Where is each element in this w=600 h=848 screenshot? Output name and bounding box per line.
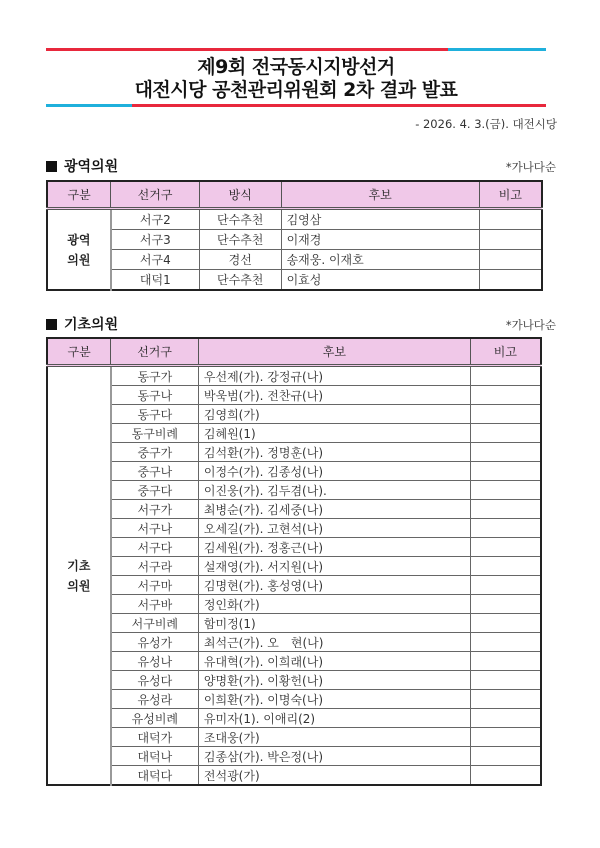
title-line-2: 대전시당 공천관리위원회 2차 결과 발표 [134,79,458,101]
candidates-cell: 김영삼 [281,209,479,230]
candidates-cell: 유미자(1). 이애리(2) [198,709,470,728]
section-title: 광역의원 [64,159,119,175]
candidates-cell: 최병순(가). 김세중(나) [198,500,470,519]
method-cell: 단수추천 [199,209,281,230]
district-cell: 유성비례 [111,709,199,728]
district-cell: 서구다 [111,538,199,557]
district-cell: 대덕1 [111,270,200,291]
table-row [47,481,541,500]
candidates-cell: 김명현(가). 홍성영(나) [198,576,470,595]
col-header: 구분 [47,338,111,366]
district-cell: 서구라 [111,557,199,576]
table-row [47,519,541,538]
note-cell [470,614,541,633]
section-heading-metro [46,156,118,176]
note-cell [470,519,541,538]
header-bar-bottom-blue [46,104,132,107]
col-header: 후보 [198,338,470,366]
district-cell: 동구가 [111,366,199,386]
district-cell: 서구비례 [111,614,199,633]
metro-council-table [46,180,543,291]
header-bar-top-red [46,48,448,51]
district-cell: 동구나 [111,386,199,405]
candidates-cell: 전석광(가) [198,766,470,786]
table-row [47,500,541,519]
note-cell [470,690,541,709]
note-cell [479,270,542,291]
district-cell: 서구4 [111,250,200,270]
note-cell [470,538,541,557]
date-line: - 2026. 4. 3.(금). 대전시당 [415,117,557,131]
col-header: 방식 [199,181,281,209]
district-cell: 중구나 [111,462,199,481]
table-row [47,595,541,614]
sort-note: *가나다순 [505,160,556,174]
group-label: 광역 의원 [47,209,111,291]
district-cell: 서구마 [111,576,199,595]
note-cell [470,424,541,443]
method-cell: 경선 [199,250,281,270]
note-cell [470,671,541,690]
note-cell [470,747,541,766]
table-row [47,230,542,250]
district-cell: 동구비례 [111,424,199,443]
square-bullet-icon [46,319,57,330]
col-header: 비고 [470,338,541,366]
table-row [47,709,541,728]
table-row [47,270,542,291]
table-row [47,728,541,747]
table-row [47,209,542,230]
table-row [47,462,541,481]
title-line-1: 제9회 전국동시지방선거 [197,56,395,78]
candidates-cell: 박욱범(가). 전찬규(나) [198,386,470,405]
district-cell: 유성가 [111,633,199,652]
candidates-cell: 오세길(가). 고현석(나) [198,519,470,538]
note-cell [470,443,541,462]
table-row [47,424,541,443]
district-cell: 유성다 [111,671,199,690]
method-cell: 단수추천 [199,230,281,250]
note-cell [470,595,541,614]
col-header: 선거구 [111,181,200,209]
note-cell [470,462,541,481]
table-row [47,557,541,576]
district-cell: 서구가 [111,500,199,519]
table-row [47,538,541,557]
candidates-cell: 이효성 [281,270,479,291]
section-heading-basic [46,314,118,334]
district-cell: 서구3 [111,230,200,250]
table-row [47,366,541,386]
note-cell [470,576,541,595]
candidates-cell: 이정수(가). 김종성(나) [198,462,470,481]
district-cell: 유성라 [111,690,199,709]
candidates-cell: 김혜원(1) [198,424,470,443]
note-cell [479,209,542,230]
candidates-cell: 이재경 [281,230,479,250]
basic-council-table [46,337,542,786]
candidates-cell: 유대혁(가). 이희래(나) [198,652,470,671]
candidates-cell: 우선제(가). 강정규(나) [198,366,470,386]
district-cell: 서구2 [111,209,200,230]
district-cell: 중구가 [111,443,199,462]
table-row [47,766,541,786]
header-bar-top-blue [448,48,546,51]
table-row [47,576,541,595]
method-cell: 단수추천 [199,270,281,291]
table-row [47,443,541,462]
sort-note: *가나다순 [505,318,556,332]
district-cell: 서구나 [111,519,199,538]
col-header: 비고 [479,181,542,209]
group-label: 기초 의원 [47,366,111,786]
candidates-cell: 정인화(가) [198,595,470,614]
col-header: 구분 [47,181,111,209]
district-cell: 대덕다 [111,766,199,786]
note-cell [470,766,541,786]
district-cell: 대덕나 [111,747,199,766]
candidates-cell: 김석환(가). 정명훈(나) [198,443,470,462]
table-row [47,250,542,270]
note-cell [470,481,541,500]
table-row [47,690,541,709]
table-row [47,747,541,766]
note-cell [470,500,541,519]
candidates-cell: 김종삼(가). 박은정(나) [198,747,470,766]
table-row [47,614,541,633]
district-cell: 서구바 [111,595,199,614]
table-row [47,386,541,405]
district-cell: 대덕가 [111,728,199,747]
candidates-cell: 김세원(가). 정홍근(나) [198,538,470,557]
note-cell [470,386,541,405]
table-row [47,652,541,671]
candidates-cell: 양명환(가). 이황헌(나) [198,671,470,690]
header-bar-bottom-red [132,104,546,107]
col-header: 선거구 [111,338,199,366]
note-cell [470,652,541,671]
note-cell [470,709,541,728]
note-cell [470,633,541,652]
candidates-cell: 이진웅(가). 김두겸(나). [198,481,470,500]
note-cell [479,230,542,250]
table-row [47,405,541,424]
candidates-cell: 이희환(가). 이명숙(나) [198,690,470,709]
table-header-row [47,338,541,366]
square-bullet-icon [46,161,57,172]
candidates-cell: 송재웅. 이재호 [281,250,479,270]
candidates-cell: 함미정(1) [198,614,470,633]
table-header-row [47,181,542,209]
table-row [47,633,541,652]
candidates-cell: 최석근(가). 오 현(나) [198,633,470,652]
district-cell: 유성나 [111,652,199,671]
note-cell [470,728,541,747]
note-cell [470,405,541,424]
candidates-cell: 조대웅(가) [198,728,470,747]
district-cell: 중구다 [111,481,199,500]
candidates-cell: 김영희(가) [198,405,470,424]
note-cell [479,250,542,270]
table-row [47,671,541,690]
district-cell: 동구다 [111,405,199,424]
candidates-cell: 설재영(가). 서지원(나) [198,557,470,576]
note-cell [470,557,541,576]
section-title: 기초의원 [64,317,119,333]
col-header: 후보 [281,181,479,209]
note-cell [470,366,541,386]
